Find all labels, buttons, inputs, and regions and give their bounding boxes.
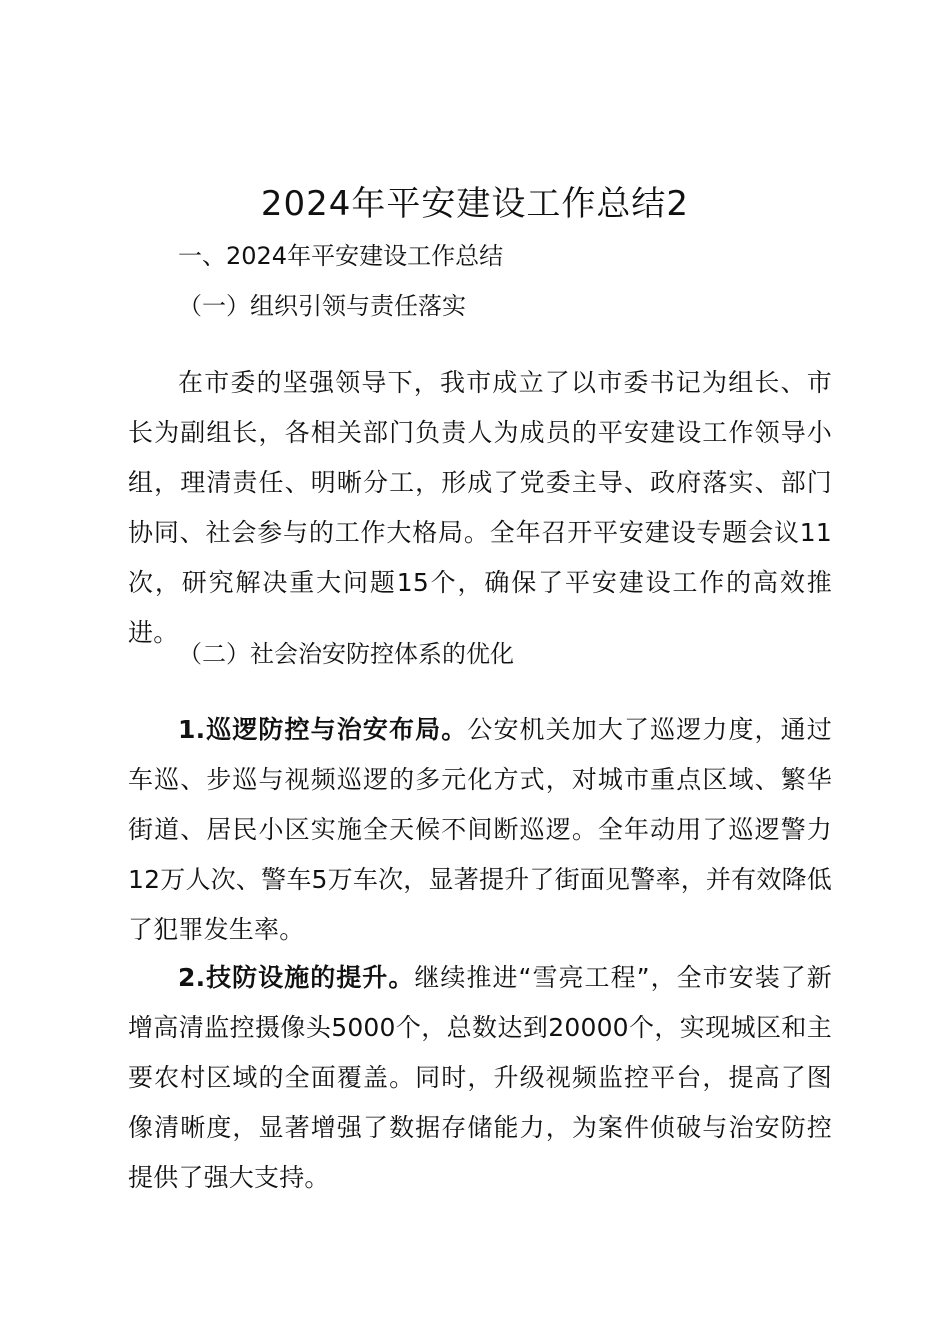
subsection-heading-1: （一）组织引领与责任落实 [178,292,466,320]
paragraph-tech-defense-text: 继续推进“雪亮工程”，全市安装了新增高清监控摄像头5000个，总数达到20000个，实现城区和主要农村区域的全面覆盖。同时，升级视频监控平台，提高了图像清晰度，显著增强了数据存储能力，为案件侦破与治安防控提供了强大支持。 [128,963,832,1192]
paragraph-patrol [128,705,832,955]
paragraph-tech-defense [128,953,832,1203]
document-title: 2024年平安建设工作总结2 [260,184,690,224]
subsection-heading-2: （二）社会治安防控体系的优化 [178,640,514,668]
paragraph-tech-defense-lead: 2.技防设施的提升。 [178,963,415,992]
paragraph-organization: 在市委的坚强领导下，我市成立了以市委书记为组长、市长为副组长，各相关部门负责人为成员的平安建设工作领导小组，理清责任、明晰分工，形成了党委主导、政府落实、部门协同、社会参与的工作大格局。全年召开平安建设专题会议11次，研究解决重大问题15个，确保了平安建设工作的高效推进。 [128,368,832,647]
paragraph-patrol-text: 公安机关加大了巡逻力度，通过车巡、步巡与视频巡逻的多元化方式，对城市重点区域、繁华街道、居民小区实施全天候不间断巡逻。全年动用了巡逻警力12万人次、警车5万车次，显著提升了街面见警率，并有效降低了犯罪发生率。 [128,715,832,944]
paragraph-patrol-lead: 1.巡逻防控与治安布局。 [178,715,468,744]
section-heading-1: 一、2024年平安建设工作总结 [178,242,504,270]
